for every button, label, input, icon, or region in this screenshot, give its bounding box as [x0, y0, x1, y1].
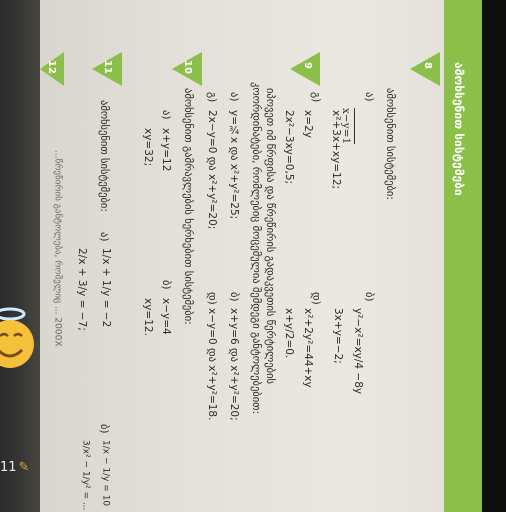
textbook-page: [40, 0, 482, 512]
equation: 2/x + 3/y = −7;: [76, 248, 89, 331]
exercise-9-prompt-line1: იპოვეთ იმ წრფისა და წრეწირის გადაკვეთის წერტილების: [264, 88, 277, 385]
exercise-10-prompt: ამოხსენით გამრავლების ხერხებით სისტემები:: [182, 88, 195, 325]
exercise-11b-label: ბ): [98, 424, 111, 434]
equation: x²+2y²=44+xy: [302, 308, 315, 388]
equation: 1/x + 1/y = −2: [100, 248, 113, 328]
equation: xy=12.: [142, 298, 155, 336]
footer-text: ...წრეწირის განტოლება, რომელიც ... 2000X: [52, 150, 63, 347]
exercise-10a-label: ა): [160, 110, 173, 120]
equation: x−y=1: [340, 108, 352, 145]
exercise-8a-label: ა): [363, 92, 376, 102]
exercise-11-number: 11: [102, 60, 113, 74]
exercise-8-marker-icon: [410, 52, 440, 86]
exercise-9a-label: ა): [228, 92, 241, 102]
exercise-11a-label: ა): [98, 232, 111, 242]
equation: x+y/2=0.: [283, 308, 296, 359]
equation: 3x+y=−2;: [332, 308, 345, 364]
equation: 2x−y=0 და x²+y²=20;: [206, 110, 219, 230]
equation: 3/x² − 1/y² = ...: [80, 440, 91, 511]
equation: x+y=12: [160, 128, 173, 172]
equation: y²−x²=xy/4 −8y: [352, 308, 365, 395]
equation: x−y=0 და x²+y²=18.: [206, 308, 219, 421]
equation: y=¾x და x²+y²=25;: [228, 110, 241, 220]
equation: x−y=4: [160, 298, 173, 335]
equation: x=2y: [302, 110, 315, 138]
count-value: 11: [0, 459, 17, 475]
exercise-8a-system: [340, 108, 355, 144]
exercise-10b-label: ბ): [160, 280, 173, 290]
exercise-8g-label: გ): [310, 92, 323, 103]
exercise-8d-label: დ): [310, 292, 323, 305]
background-strip: [482, 0, 506, 512]
equation: 1/x − 1/y = 10: [100, 440, 111, 507]
equation: x²+3x+xy=12;: [330, 110, 343, 190]
equation: xy=32;: [142, 128, 155, 167]
exercise-8-number: 8: [422, 62, 433, 69]
overlay-count: [0, 456, 38, 478]
exercise-8-prompt: ამოხსენით სისტემები:: [384, 88, 397, 200]
pin-icon: ✎: [18, 459, 30, 475]
exercise-9-prompt-line2: კოორდინატები, რომლებიც მოცემულია შემდეგი განტოლებებით:: [250, 82, 263, 415]
exercise-12-number: 12: [46, 60, 57, 74]
section-title: ამოხსენით სისტემები: [452, 62, 466, 196]
halo-smiley-sticker-icon: [0, 296, 38, 382]
exercise-9g-label: გ): [206, 92, 219, 103]
equation: 2x²−3xy=0,5;: [283, 110, 296, 185]
background-strip: [0, 0, 42, 512]
exercise-11-prompt: ამოხსენით სისტემები:: [98, 100, 111, 212]
exercise-9b-label: ბ): [228, 292, 241, 302]
exercise-9-marker-icon: [290, 52, 320, 86]
exercise-10-number: 10: [182, 60, 193, 74]
exercise-9d-label: დ): [206, 292, 219, 305]
exercise-9-number: 9: [302, 62, 313, 69]
exercise-8b-label: ბ): [363, 292, 376, 302]
equation: x+y=6 და x²+y²=20;: [228, 308, 241, 421]
